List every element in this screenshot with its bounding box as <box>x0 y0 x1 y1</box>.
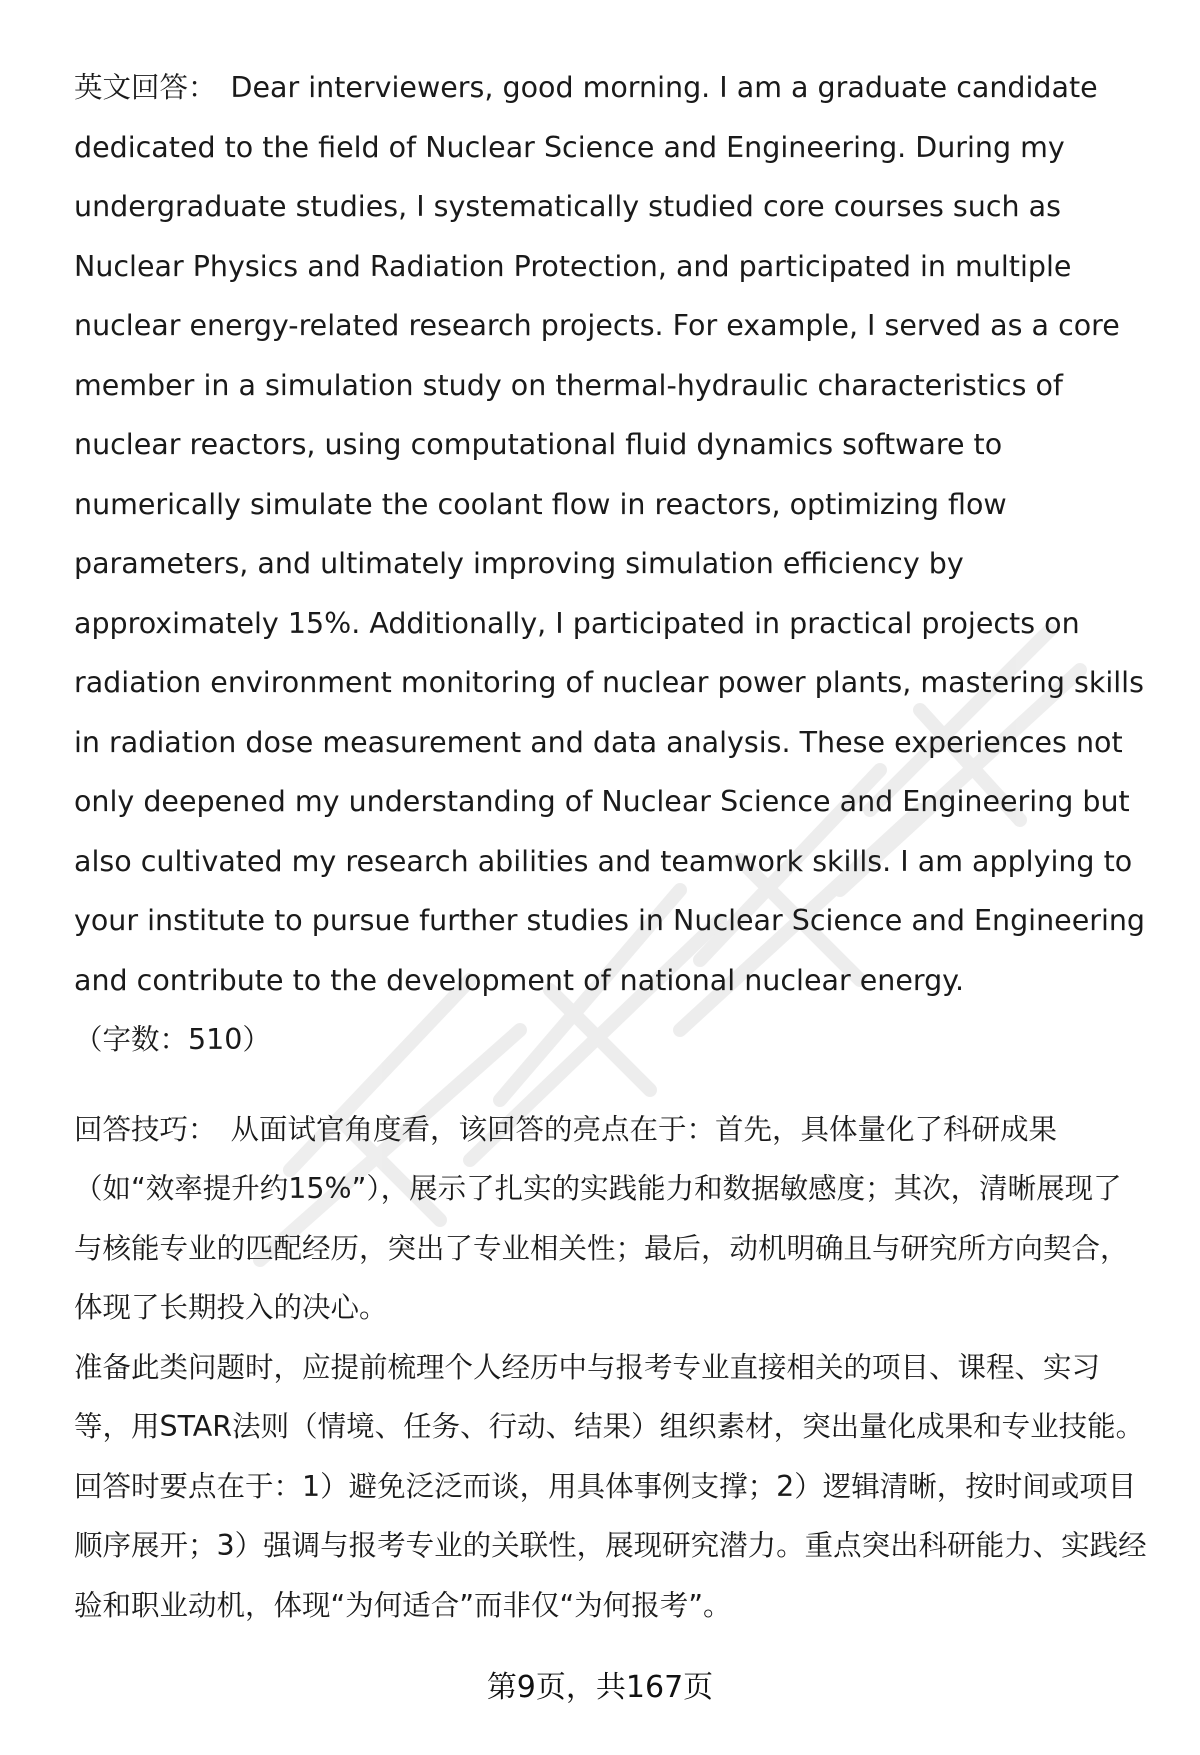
answer-tips-label: 回答技巧： <box>74 1112 217 1146</box>
english-answer-text: Dear interviewers, good morning. I am a graduate candidate dedicated to the field of Nuclear Science and Engineering. During my undergraduate studies, I systematically studied core courses such as Nuclear Physics and Radiation Protection, and participated in multiple nuclear energy-related research projects. For example, I served as a core member in a simulation study on thermal-hydraulic characteristics of nuclear reactors, using computational fluid dynamics software to numerically simulate the coolant flow in reactors, optimizing flow parameters, and ultimately improving simulation efficiency by approximately 15%. Additionally, I participated in practical projects on radiation environment monitoring of nuclear power plants, mastering skills in radiation dose measurement and data analysis. These experiences not only deepened my understanding of Nuclear Science and Engineering but also cultivated my research abilities and teamwork skills. I am applying to your institute to pursue further studies in Nuclear Science and Engineering and contribute to the development of national nuclear energy. <box>74 71 1146 997</box>
answer-tips-text: 从面试官角度看，该回答的亮点在于：首先，具体量化了科研成果（如“效率提升约15%”），展示了扎实的实践能力和数据敏感度；其次，清晰展现了与核能专业的匹配经历，突出了专业相关性；最后，动机明确且与研究所方向契合，体现了长期投入的决心。 <box>74 1112 1129 1324</box>
preparation-advice: 准备此类问题时，应提前梳理个人经历中与报考专业直接相关的项目、课程、实习等，用STAR法则（情境、任务、行动、结果）组织素材，突出量化成果和专业技能。回答时要点在于：1）避免泛泛而谈，用具体事例支撑；2）逻辑清晰，按时间或项目顺序展开；3）强调与报考专业的关联性，展现研究潜力。重点突出科研能力、实践经验和职业动机，体现“为何适合”而非仅“为何报考”。 <box>74 1350 1147 1622</box>
document-content <box>74 58 1149 1635</box>
answer-tips-section <box>74 1100 1149 1338</box>
english-answer-label: 英文回答： <box>74 71 217 104</box>
word-count: （字数：510） <box>74 1023 271 1056</box>
english-answer-section <box>74 58 1149 1010</box>
page-number: 第9页，共167页 <box>486 1670 714 1705</box>
